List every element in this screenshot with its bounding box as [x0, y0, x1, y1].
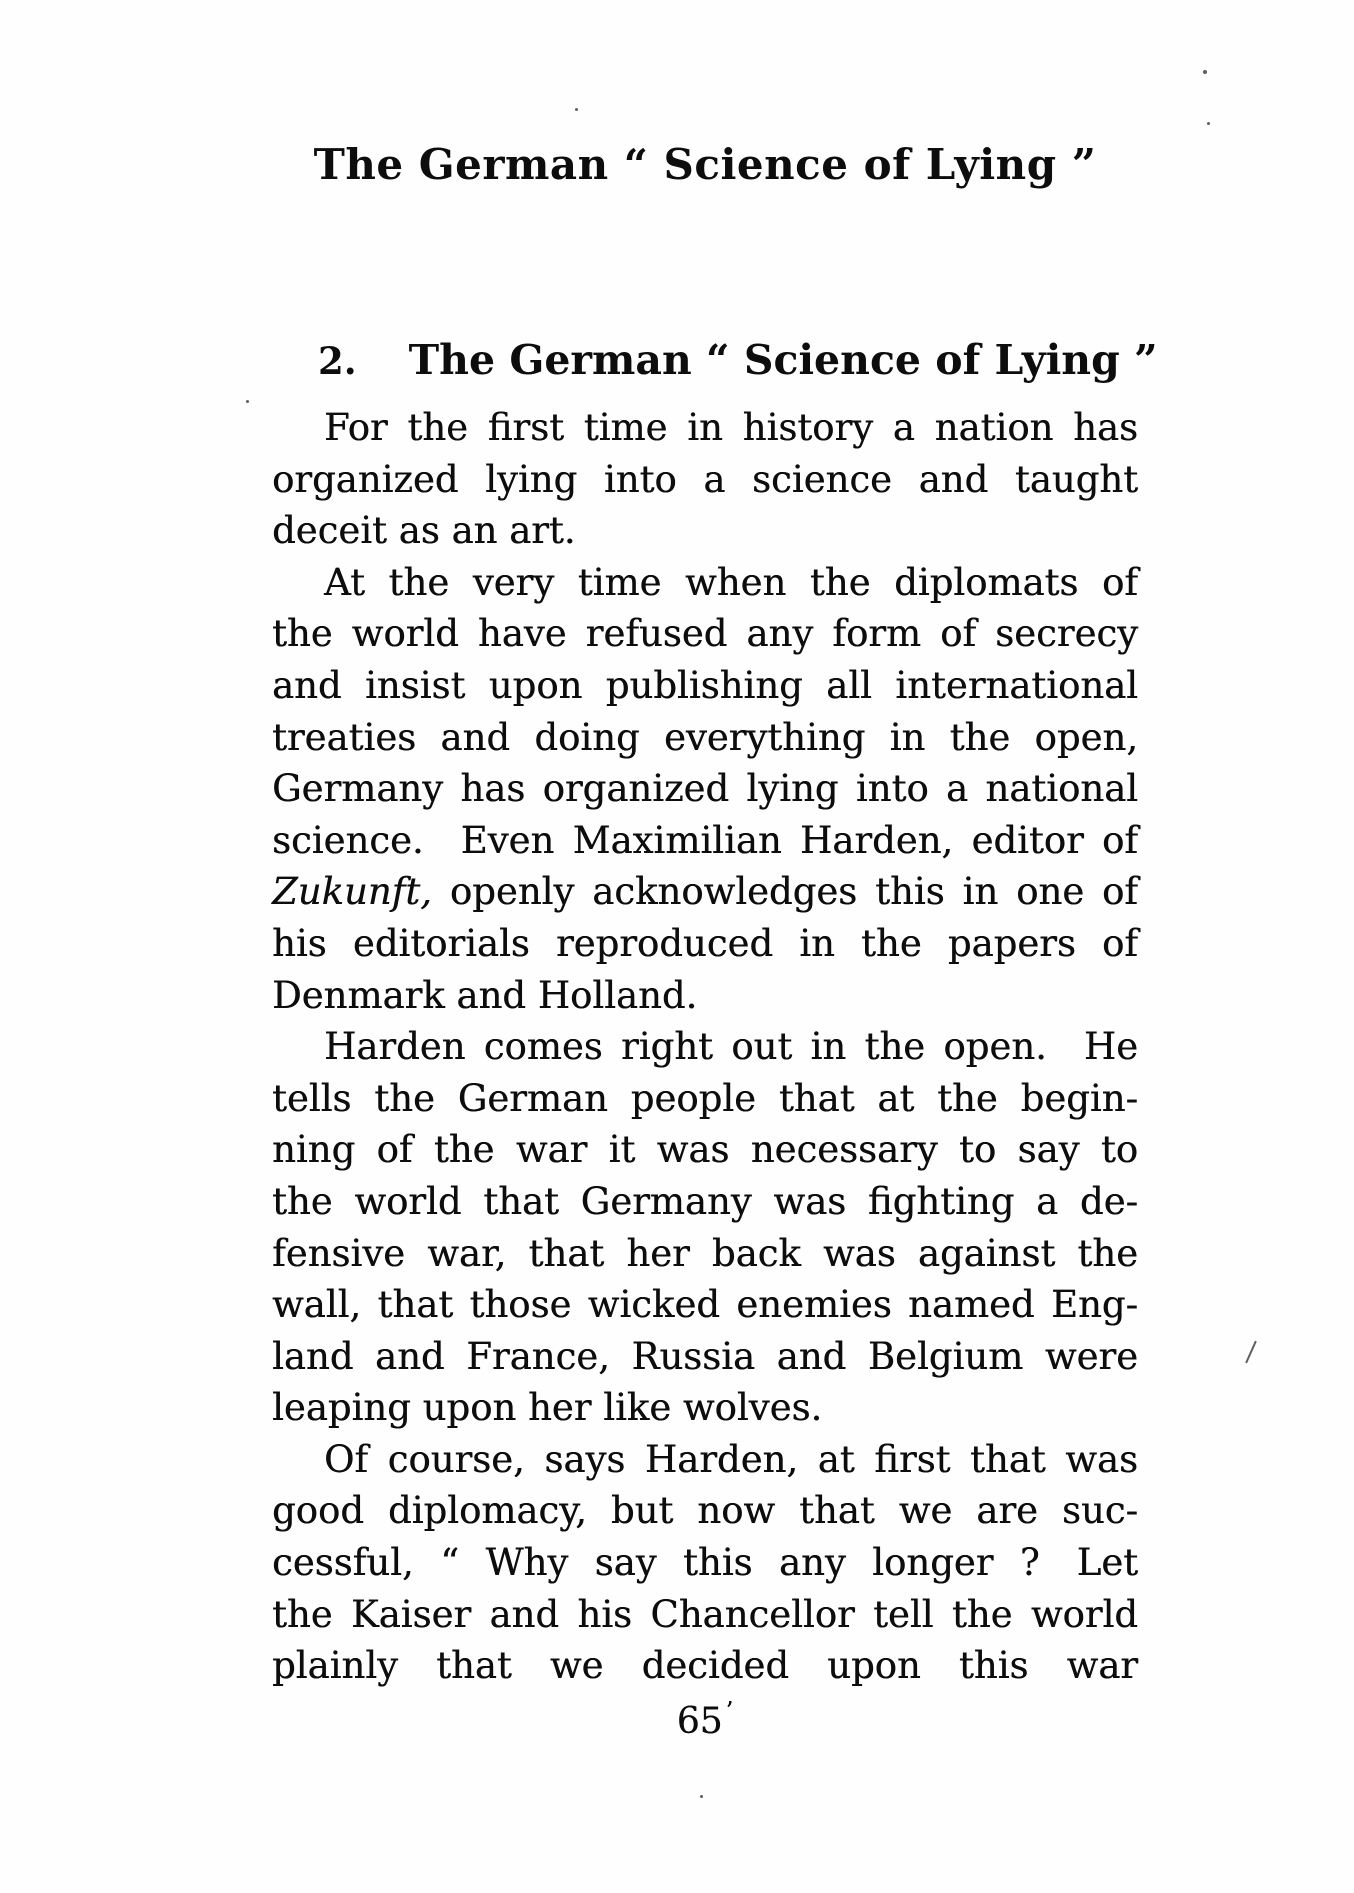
body-line: wall, that those wicked enemies named Eng-: [272, 1283, 1138, 1327]
scan-speck: [575, 108, 578, 111]
body-line: deceit as an art.: [272, 509, 576, 553]
body-line: [272, 866, 1138, 918]
body-line: plainly that we decided upon this war: [272, 1644, 1138, 1688]
body-line: and insist upon publishing all international: [272, 663, 1138, 707]
body-line: cessful, “ Why say this any longer ? Let: [272, 1541, 1138, 1585]
body-line: the world have refused any form of secrecy: [272, 612, 1138, 656]
body-line-rest: openly acknowledges this in one of: [431, 870, 1138, 914]
scan-slash-mark: [1245, 1341, 1257, 1364]
page-number-tick-mark: ’: [725, 1697, 734, 1725]
scan-speck: [1207, 122, 1210, 125]
paragraph: [272, 557, 1138, 1021]
body-line: For the first time in history a nation has: [324, 406, 1138, 449]
section-heading: [272, 336, 1158, 384]
page-number-value: 65: [676, 1701, 723, 1742]
page-number: [272, 1697, 1138, 1742]
body-line: ning of the war it was necessary to say to: [272, 1128, 1138, 1172]
body-line: leaping upon her like wolves.: [272, 1386, 823, 1430]
body-line: science. Even Maximilian Harden, editor of: [272, 818, 1138, 862]
scan-speck: [700, 1795, 703, 1798]
body-line: Denmark and Holland.: [272, 973, 698, 1017]
paragraph: [272, 1434, 1138, 1692]
body-line: organized lying into a science and taught: [272, 457, 1138, 501]
body-line: treaties and doing everything in the open,: [272, 715, 1138, 759]
body-line: land and France, Russia and Belgium were: [272, 1334, 1138, 1378]
body-line: his editorials reproduced in the papers of: [272, 921, 1138, 965]
paragraph: [272, 1021, 1138, 1434]
body-line: At the very time when the diplomats of: [324, 560, 1138, 604]
body-line: good diplomacy, but now that we are suc-: [272, 1489, 1138, 1533]
body-line: fensive war, that her back was against the: [272, 1231, 1138, 1275]
body-text: [272, 402, 1138, 1692]
body-line: Of course, says Harden, at first that was: [324, 1437, 1138, 1481]
body-line: Germany has organized lying into a national: [272, 767, 1138, 811]
body-line: Harden comes right out in the open. He: [324, 1025, 1138, 1069]
body-line: the Kaiser and his Chancellor tell the world: [272, 1592, 1138, 1636]
paragraph: [272, 402, 1138, 557]
section-number: 2.: [318, 339, 357, 383]
running-head: The German “ Science of Lying ”: [313, 140, 1097, 189]
scan-speck: [246, 400, 249, 403]
scan-speck: [1203, 70, 1207, 74]
journal-title: Zukunft,: [272, 870, 432, 914]
body-line: the world that Germany was fighting a de-: [272, 1179, 1138, 1223]
body-line: tells the German people that at the begin-: [272, 1076, 1138, 1120]
section-title: The German “ Science of Lying ”: [408, 336, 1158, 384]
